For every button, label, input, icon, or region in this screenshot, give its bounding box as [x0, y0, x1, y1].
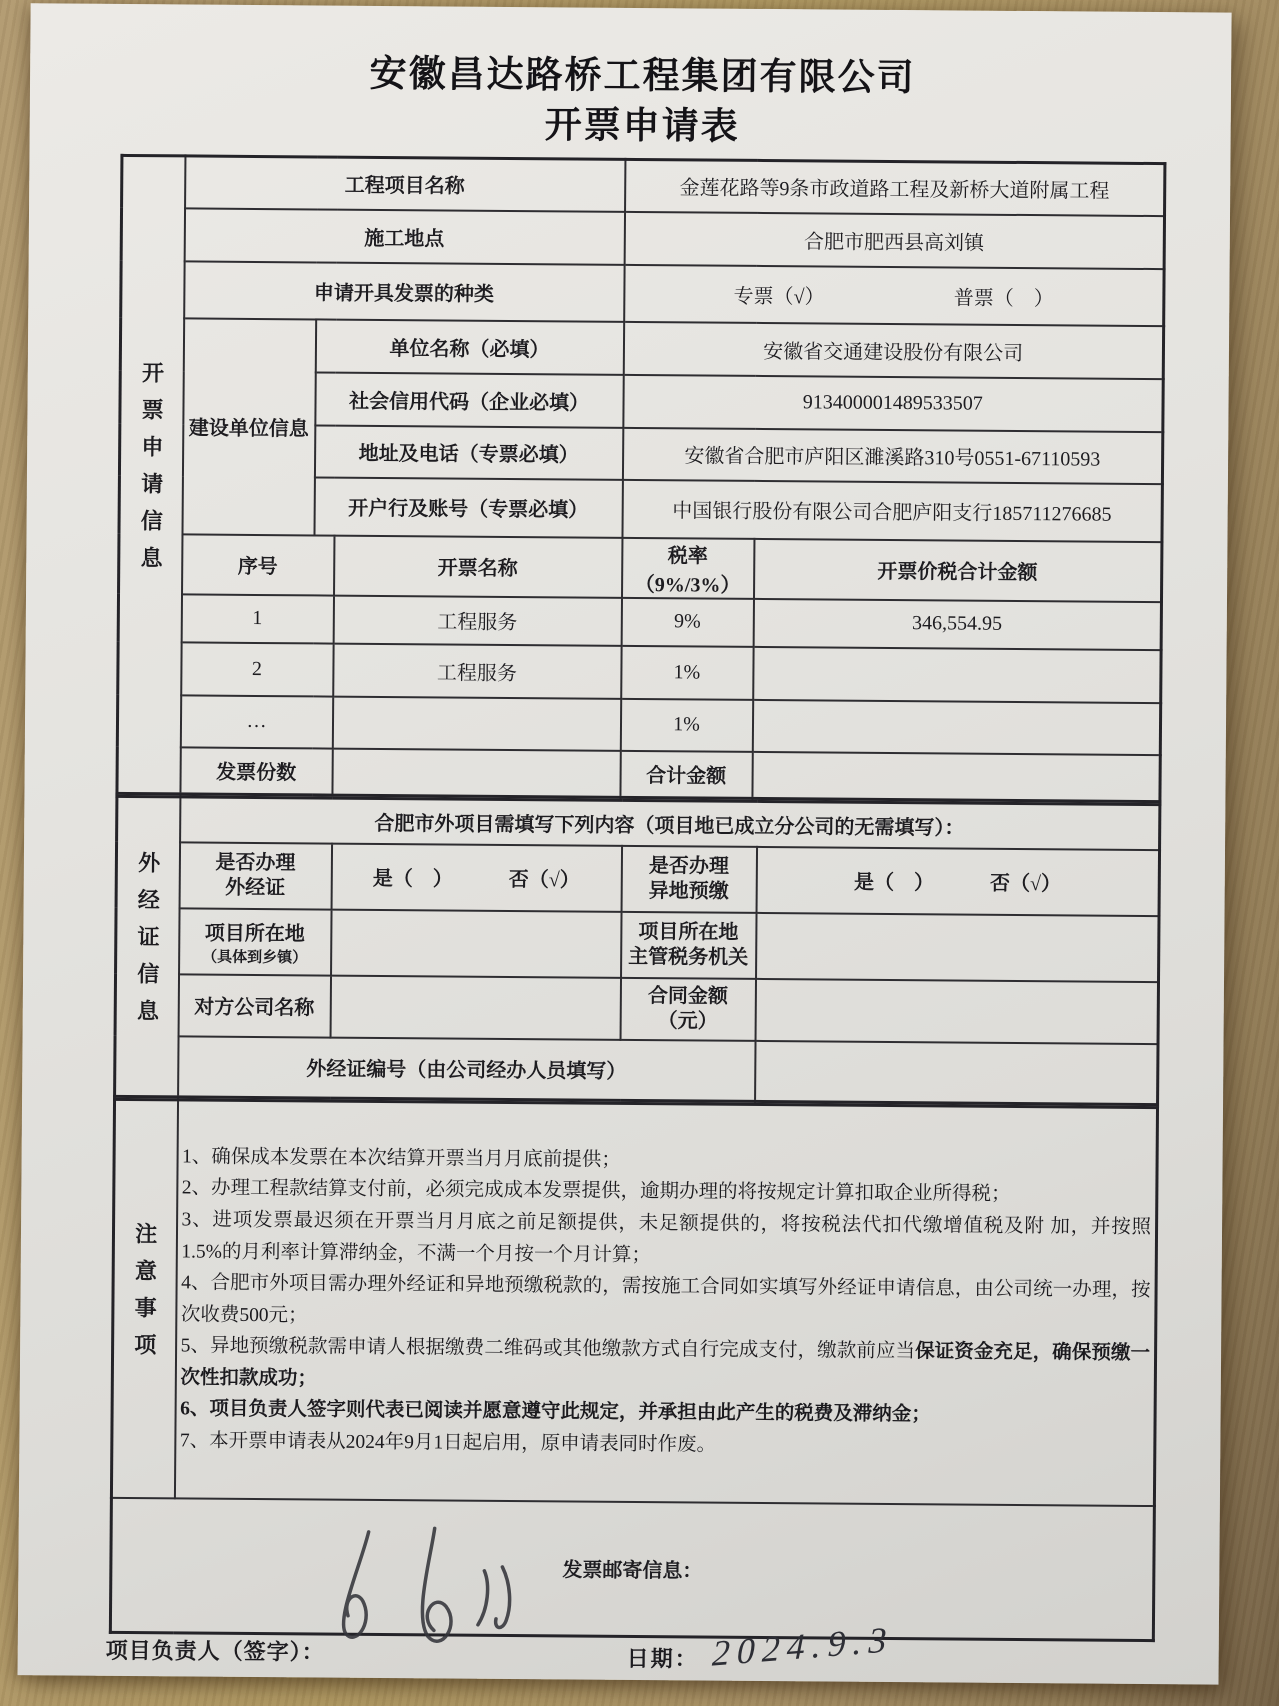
project-location-value	[331, 909, 622, 977]
note-item-4: 4、合肥市外项目需办理外经证和异地预缴税款的，需按施工合同如实填写外经证申请信息，由公司统一办理，按次收费500元；	[180, 1272, 1151, 1327]
note-item-1: 1、确保成本发票在本次结算开票当月月底前提供；	[182, 1146, 621, 1171]
notes-side-label-cell	[111, 1099, 177, 1497]
waijing-intro: 合肥市外项目需填写下列内容（项目地已成立分公司的无需填写）：	[180, 797, 1160, 850]
items-header-name: 开票名称	[334, 535, 622, 597]
invoice-kind-general-option: 普票（ ）	[953, 286, 1054, 310]
permit-question-label: 是否办理 外经证	[179, 842, 332, 909]
items-header-no: 序号	[182, 534, 334, 595]
counterparty-label: 对方公司名称	[178, 974, 330, 1037]
builder-group-label: 建设单位信息	[182, 318, 316, 535]
notes-side-label: 注意事项	[131, 1221, 158, 1370]
prepay-question-label: 是否办理 异地预缴	[621, 845, 757, 912]
project-name-label: 工程项目名称	[185, 156, 625, 211]
table-row	[118, 593, 1161, 649]
item-name: 工程服务	[333, 595, 621, 645]
builder-name-label: 单位名称（必填）	[315, 319, 623, 374]
form-tables	[109, 154, 1164, 1642]
item-no: 2	[181, 642, 333, 696]
item-no: …	[180, 695, 332, 748]
note-item-2: 2、办理工程款结算支付前，必须完成成本发票提供，逾期办理的将按规定计算扣取企业所得税；	[181, 1177, 1011, 1206]
credit-code-value: 913400001489533507	[623, 374, 1163, 431]
items-header-rate: 税率（9%/3%）	[622, 537, 754, 598]
item-amount: 346,554.95	[753, 598, 1161, 649]
item-amount	[753, 646, 1161, 702]
notes-list	[174, 1100, 1157, 1506]
note-item-5-text: 5、异地预缴税款需申请人根据缴费二维码或其他缴款方式自行完成支付，缴款前应当	[180, 1335, 916, 1363]
item-rate: 9%	[621, 597, 753, 646]
item-name	[332, 696, 620, 750]
table-row	[118, 641, 1161, 702]
builder-name-value: 安徽省交通建设股份有限公司	[623, 321, 1163, 378]
permit-question-value	[331, 843, 622, 911]
company-title: 安徽昌达路桥工程集团有限公司	[369, 53, 916, 100]
item-rate: 1%	[620, 698, 752, 751]
note-item-6: 6、项目负责人签字则代表已阅读并愿意遵守此规定，并承担由此产生的税费及滞纳金；	[180, 1398, 931, 1426]
tax-authority-value	[756, 912, 1160, 981]
location-value: 合肥市肥西县高刘镇	[624, 211, 1164, 268]
waijing-section-table	[113, 795, 1161, 1106]
invoice-kind-label: 申请开具发票的种类	[184, 261, 624, 321]
copies-value	[332, 748, 620, 797]
project-name-value: 金莲花路等9条市政道路工程及新桥大道附属工程	[625, 159, 1165, 215]
prepay-yes-option: 是（ ）	[853, 871, 935, 895]
title-block	[121, 48, 1165, 156]
tax-authority-label: 项目所在地 主管税务机关	[621, 911, 757, 978]
note-item-5	[180, 1331, 1150, 1402]
items-header-amount: 开票价税合计金额	[754, 538, 1162, 601]
bank-account-label: 开户行及账号（专票必填）	[314, 477, 622, 537]
item-name: 工程服务	[333, 643, 621, 698]
prepay-question-value	[756, 846, 1160, 915]
project-location-label: 项目所在地	[204, 922, 305, 945]
handwritten-date: 2024.9.3	[711, 1618, 894, 1674]
billing-side-label-cell	[117, 155, 185, 793]
form-title: 开票申请表	[544, 105, 740, 148]
item-rate: 1%	[621, 645, 753, 699]
table-row	[117, 694, 1160, 754]
prepay-no-option: 否（√）	[989, 872, 1062, 896]
note-item-5-bold-text: 保证资金充足，确保预缴一次性扣款成功；	[180, 1341, 1151, 1390]
billing-side-label: 开票申请信息	[137, 360, 165, 583]
total-label: 合计金额	[620, 750, 752, 798]
credit-code-label: 社会信用代码（企业必填）	[315, 372, 623, 427]
counterparty-value	[330, 975, 620, 1039]
location-label: 施工地点	[184, 208, 624, 264]
signature-handwriting	[316, 1523, 547, 1675]
copies-label: 发票份数	[180, 747, 332, 795]
permit-no-value	[755, 1040, 1158, 1104]
signer-label: 项目负责人（签字）：	[105, 1637, 325, 1665]
project-location-label-cell	[179, 908, 332, 975]
date-label: 日期：	[626, 1645, 699, 1672]
total-value	[752, 751, 1160, 801]
permit-no-option: 否（√）	[508, 868, 580, 892]
contract-amount-label: 合同金额 （元）	[620, 977, 755, 1040]
permit-yes-option: 是（ ）	[372, 867, 453, 891]
bank-account-value: 中国银行股份有限公司合肥庐阳支行185711276685	[622, 479, 1162, 541]
contract-amount-value	[755, 978, 1158, 1043]
invoice-kind-special-option: 专票（√）	[733, 285, 825, 308]
permit-no-label: 外经证编号（由公司经办人员填写）	[178, 1036, 755, 1102]
project-location-sublabel: （具体到乡镇）	[202, 949, 308, 966]
invoice-kind-value	[624, 264, 1164, 325]
billing-section-table	[115, 154, 1166, 803]
notes-section-table	[109, 1098, 1159, 1642]
item-no: 1	[181, 594, 333, 643]
address-phone-value: 安徽省合肥市庐阳区濉溪路310号0551-67110593	[622, 427, 1162, 483]
waijing-side-label: 外经证信息	[134, 851, 161, 1037]
note-item-3: 3、进项发票最迟须在开票当月月底之前足额提供，未足额提供的，将按税法代扣代缴增值税及附 加，并按照1.5%的月利率计算滞纳金，不满一个月按一个月计算；	[181, 1209, 1152, 1266]
waijing-side-label-cell	[115, 796, 180, 1096]
item-amount	[752, 699, 1160, 754]
mailing-info-label: 发票邮寄信息：	[110, 1497, 1154, 1640]
address-phone-label: 地址及电话（专票必填）	[314, 425, 622, 479]
note-item-7: 7、本开票申请表从2024年9月1日起启用，原申请表同时作废。	[179, 1430, 717, 1456]
